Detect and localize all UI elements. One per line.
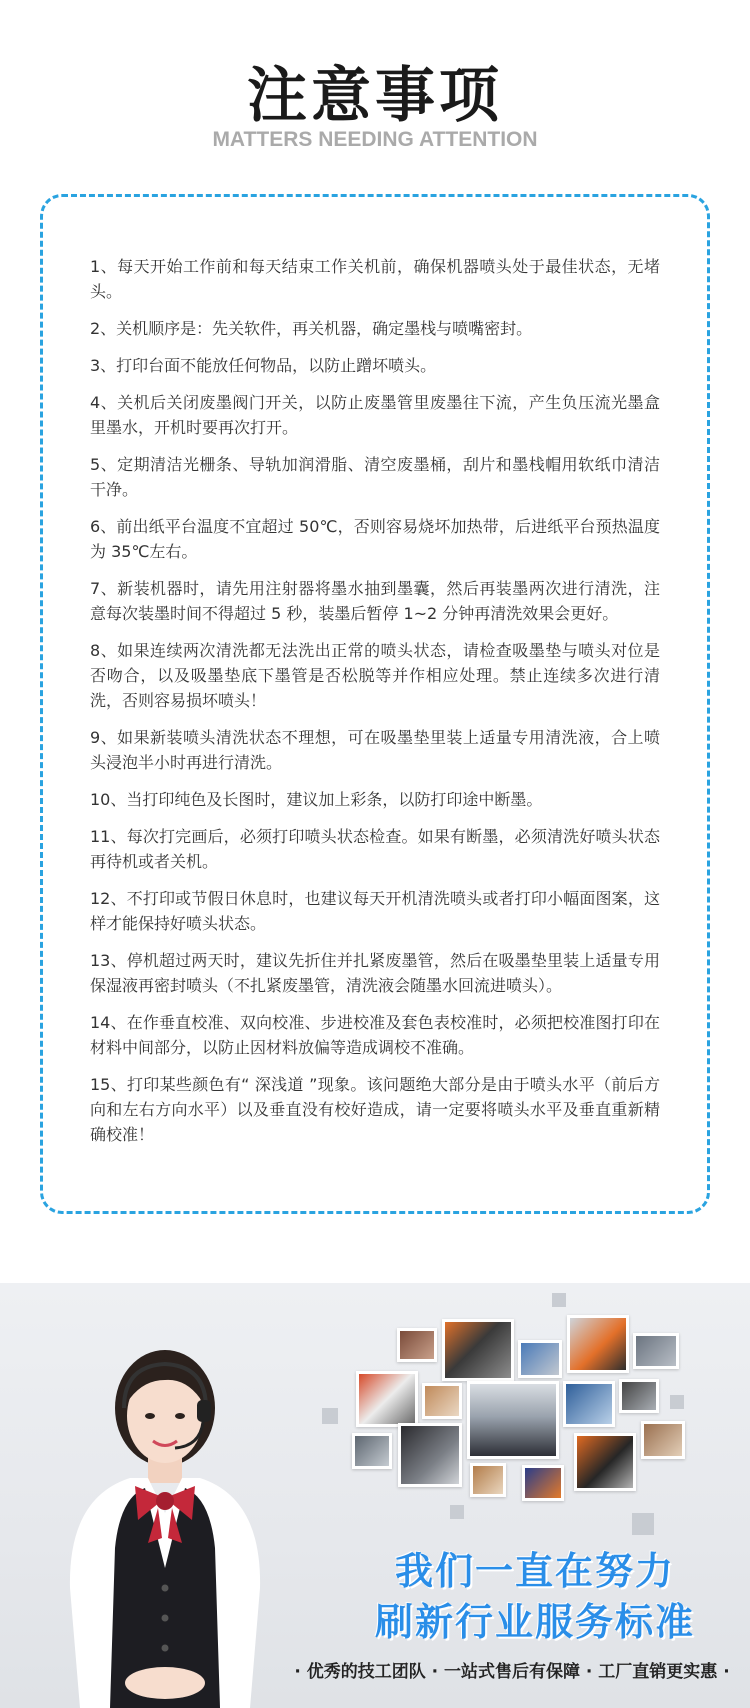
notice-item: 7、新装机器时，请先用注射器将墨水抽到墨囊，然后再装墨两次进行清洗，注意每次装墨时间不得超过 5 秒，装墨后暂停 1~2 分钟再清洗效果会更好。 [90,579,660,623]
workshop-photo [442,1319,514,1381]
workshop-photo [470,1463,506,1497]
workshop-photo [467,1381,559,1459]
slogan-line-2: 刷新行业服务标准 [374,1600,695,1644]
workshop-photo [522,1465,564,1501]
notice-item: 13、停机超过两天时，建议先折住并扎紧废墨管，然后在吸墨垫里装上适量专用保湿液再密封喷头（不扎紧废墨管，清洗液会随墨水回流进喷头）。 [90,951,660,995]
notice-item: 12、不打印或节假日休息时，也建议每天开机清洗喷头或者打印小幅面图案，这样才能保持好喷头状态。 [90,889,660,933]
notice-list [90,254,660,1159]
workshop-photo [567,1315,629,1373]
service-features: · 优秀的技工团队 · 一站式售后有保障 · 工厂直销更实惠 · [294,1662,730,1682]
workshop-photo [641,1421,685,1459]
workshop-photo [397,1328,437,1362]
workshop-photo [563,1381,615,1427]
notice-item: 8、如果连续两次清洗都无法洗出正常的喷头状态，请检查吸墨垫与喷头对位是否吻合，以及吸墨垫底下墨管是否松脱等并作相应处理。禁止连续多次进行清洗，否则容易损坏喷头！ [90,641,660,710]
service-banner [0,1283,750,1708]
workshop-photo [518,1340,562,1378]
slogan-line-1: 我们一直在努力 [394,1549,675,1593]
workshop-photo [356,1371,418,1427]
decor-square [670,1395,684,1409]
workshop-photo [633,1333,679,1369]
workshop-photo [619,1379,659,1413]
notice-item: 1、每天开始工作前和每天结束工作关机前，确保机器喷头处于最佳状态，无堵头。 [90,257,660,301]
notice-item: 11、每次打完画后，必须打印喷头状态检查。如果有断墨，必须清洗好喷头状态再待机或者关机。 [90,827,660,871]
notice-item: 9、如果新装喷头清洗状态不理想，可在吸墨垫里装上适量专用清洗液，合上喷头浸泡半小时再进行清洗。 [90,728,660,772]
decor-square [450,1505,464,1519]
page-header [0,0,750,190]
notice-item: 15、打印某些颜色有“ 深浅道 ”现象。该问题绝大部分是由于喷头水平（前后方向和左右方向水平）以及垂直没有校好造成，请一定要将喷头水平及垂直重新精确校准！ [90,1075,660,1144]
page-title: 注意事项 [247,61,503,131]
workshop-photo [574,1433,636,1491]
notice-item: 4、关机后关闭废墨阀门开关，以防止废墨管里废墨往下流，产生负压流光墨盒里墨水，开机时要再次打开。 [90,393,660,437]
workshop-photo [398,1423,462,1487]
notice-item: 10、当打印纯色及长图时，建议加上彩条，以防打印途中断墨。 [90,790,543,809]
decor-square [552,1293,566,1307]
decor-square [322,1408,338,1424]
notice-item: 6、前出纸平台温度不宜超过 50℃，否则容易烧坏加热带，后进纸平台预热温度为 35℃左右。 [90,517,660,561]
notice-item: 14、在作垂直校准、双向校准、步进校准及套色表校准时，必须把校准图打印在材料中间部分，以防止因材料放偏等造成调校不准确。 [90,1013,660,1057]
notice-item: 2、关机顺序是：先关软件，再关机器，确定墨栈与喷嘴密封。 [90,319,533,338]
notice-item: 3、打印台面不能放任何物品，以防止蹭坏喷头。 [90,356,437,375]
workshop-photo [352,1433,392,1469]
workshop-photo [422,1383,462,1419]
decor-square [632,1513,654,1535]
page-subtitle: MATTERS NEEDING ATTENTION [212,128,538,151]
customer-service-agent-image [40,1338,290,1708]
notice-item: 5、定期清洁光栅条、导轨加润滑脂、清空废墨桶，刮片和墨栈帽用软纸巾清洁干净。 [90,455,660,499]
